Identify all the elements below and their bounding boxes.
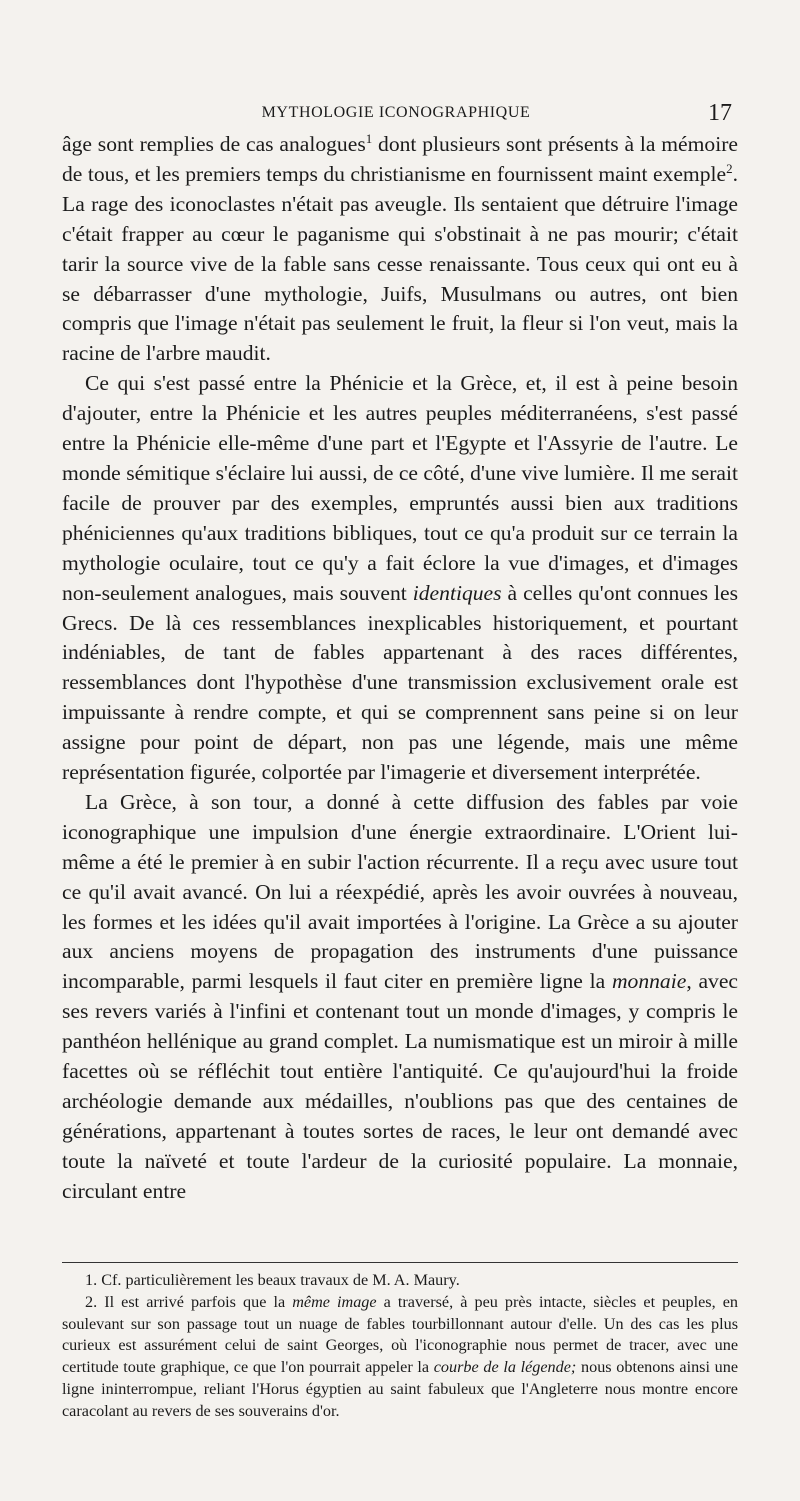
body-text	[62, 130, 738, 1207]
footnote-2-text-b: a traversé, à peu près intacte, siècles et peuples, en soulevant sur son passage tout un nuage de fables tourbillonnant autour d'elle. Un des cas les plus curieux est assurément celui de saint Georges, où l'iconographie nous permet de tracer, avec une certitude toute graphique, ce que l'on pourrait appeler la	[62, 1292, 738, 1377]
footnotes	[62, 1270, 738, 1423]
paragraph-2-emphasis: identiques	[412, 580, 502, 605]
paragraph-1	[62, 130, 738, 369]
paragraph-3	[62, 788, 738, 1207]
paragraph-3-text-b: , avec ses revers variés à l'infini et contenant tout un monde d'images, y compris le panthéon hellénique au grand complet. La numismatique est un miroir à mille facettes où se réfléchit tout entière l'antiquité. Ce qu'aujourd'hui la froide archéologie demande aux médailles, n'oublions pas que des centaines de générations, appartenant à toutes sortes de races, le leur ont demandé avec toute la naïveté et toute l'ardeur de la curiosité populaire. La monnaie, circulant entre	[62, 969, 738, 1203]
footnote-divider	[62, 1262, 738, 1263]
paragraph-1-text-a: âge sont remplies de cas analogues	[62, 132, 366, 156]
paragraph-3-emphasis: monnaie	[611, 969, 687, 994]
paragraph-1-text-b: dont plusieurs sont présents à la mémoire de tous, et les premiers temps du christianisme en fournissent maint exemple	[62, 132, 739, 186]
footnote-2-emphasis-2: courbe de la légende;	[433, 1358, 577, 1377]
paragraph-3-text-a: La Grèce, à son tour, a donné à cette diffusion des fables par voie iconographique une impulsion d'une énergie extraordinaire. L'Orient lui-même a été le premier à en subir l'action récurrente. Il a reçu avec usure tout ce qu'il avait avancé. On lui a réexpédié, après les avoir ouvrées à nouveau, les formes et les idées qu'il avait importées à l'origine. La Grèce a su ajouter aux anciens moyens de propagation des instruments d'une puissance incomparable, parmi lesquels il faut citer en première ligne la	[62, 789, 738, 994]
footnote-ref-2: 2	[726, 160, 733, 176]
page-number: 17	[708, 100, 732, 126]
paragraph-2-text-a: Ce qui s'est passé entre la Phénicie et la Grèce, et, il est à peine besoin d'ajouter, entre la Phénicie et les autres peuples méditerranéens, s'est passé entre la Phénicie elle-même d'une part et l'Egypte et l'Assyrie de l'autre. Le monde sémitique s'éclaire lui aussi, de ce côté, d'une vive lumière. Il me serait facile de prouver par des exemples, empruntés aussi bien aux traditions phéniciennes qu'aux traditions bibliques, tout ce qu'a produit sur ce terrain la mythologie oculaire, tout ce qu'y a fait éclore la vue d'images, et d'images non-seulement analogues, mais souvent	[62, 371, 738, 605]
footnote-ref-1: 1	[365, 130, 373, 146]
footnote-1: 1. Cf. particulièrement les beaux travaux de M. A. Maury.	[85, 1271, 460, 1289]
footnote-2-text-a: 2. Il est arrivé parfois que la	[85, 1292, 293, 1311]
paragraph-2-text-b: à celles qu'ont connues les Grecs. De là ces ressemblances inexplicables historiquement, et pourtant indéniables, de tant de fables appartenant à des races différentes, ressemblances dont l'hypothèse d'une transmission exclusivement orale est impuissante à rendre compte, et qui se comprennent sans peine si on leur assigne pour point de départ, non pas une légende, mais une même représentation figurée, colportée par l'imagerie et diversement interprétée.	[62, 580, 739, 785]
paragraph-2	[62, 369, 738, 788]
running-title: MYTHOLOGIE ICONOGRAPHIQUE	[261, 104, 531, 121]
footnote-2-emphasis-1: même image	[292, 1292, 377, 1311]
footnote-2-text-c: nous obtenons ainsi une ligne ininterrompue, reliant l'Horus égyptien au saint fabuleux que l'Angleterre nous montre encore caracolant au revers de ses souverains d'or.	[62, 1358, 739, 1420]
footnote-2	[62, 1292, 738, 1423]
paragraph-1-text-c: . La rage des iconoclastes n'était pas aveugle. Ils sentaient que détruire l'image c'était frapper au cœur le paganisme qui s'obstinait à ne pas mourir; c'était tarir la source vive de la fable sans cesse renaissante. Tous ceux qui ont eu à se débarrasser d'une mythologie, Juifs, Musulmans ou autres, ont bien compris que l'image n'était pas seulement le fruit, la fleur si l'on veut, mais la racine de l'arbre maudit.	[62, 161, 738, 366]
